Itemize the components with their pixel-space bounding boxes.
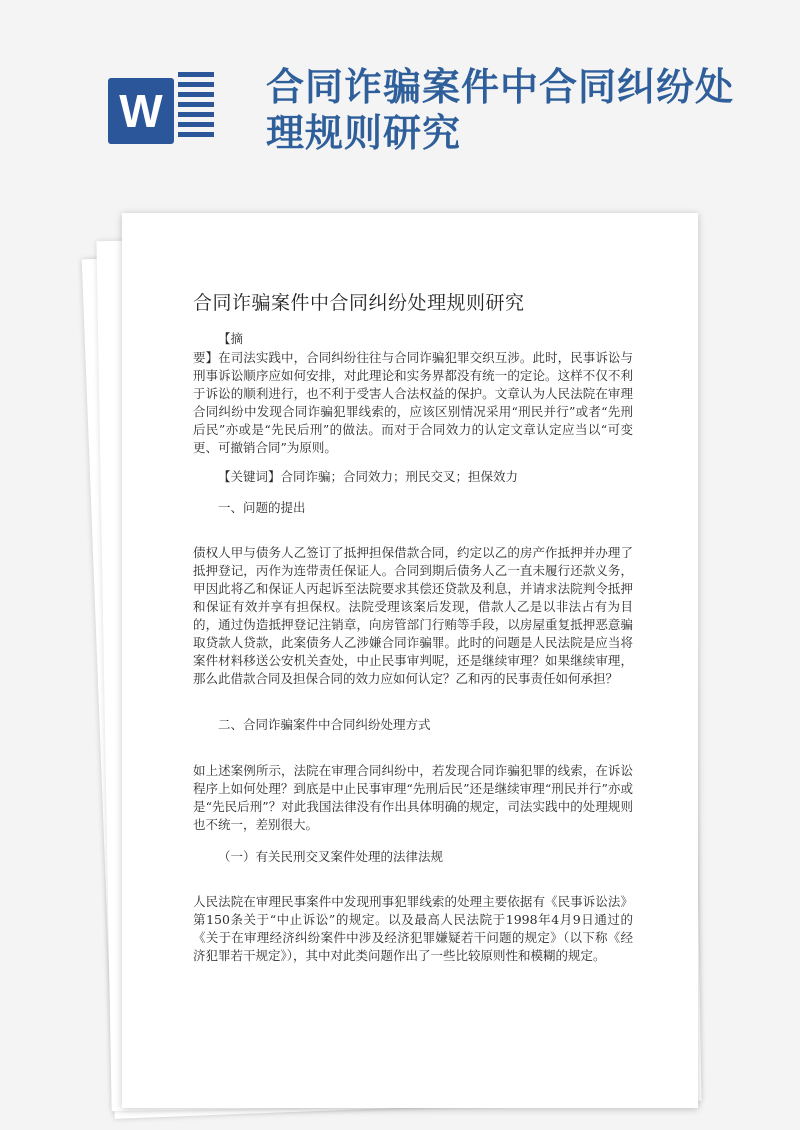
word-document-icon (108, 70, 218, 152)
subsection-heading-1: （一）有关民刑交叉案件处理的法律法规 (218, 849, 444, 864)
subsection-1-paragraph: 人民法院在审理民事案件中发现刑事犯罪线索的处理主要依据有《民事诉讼法》第150条关于“中止诉讼”的规定。以及最高人民法院于1998年4月9日通过的《关于在审理经济纠纷案件中涉及经济犯罪嫌疑若干问题的规定》（以下称《经济犯罪若干规定》），其中对此类问题作出了一些比较原则性和模糊的规定。 (193, 894, 633, 963)
keywords-line: 【关键词】合同诈骗；合同效力；刑民交叉；担保效力 (218, 469, 519, 484)
word-logo-letter: W (108, 78, 174, 144)
word-logo-lines (172, 72, 214, 150)
abstract-paragraph: 要】在司法实践中，合同纠纷往往与合同诈骗犯罪交织互涉。此时，民事诉讼与刑事诉讼顺序应如何安排，对此理论和实务界都没有统一的定论。这样不仅不利于诉讼的顺利进行，也不利于受害人合法权益的保护。文章认为人民法院在审理合同纠纷中发现合同诈骗犯罪线索的，应该区别情况采用“刑民并行”或者“先刑后民”亦或是“先民后刑”的做法。而对于合同效力的认定文章认定应当以“可变更、可撤销合同”为原则。 (193, 350, 633, 455)
document-title: 合同诈骗案件中合同纠纷处理规则研究 (193, 292, 525, 314)
section-1-paragraph: 债权人甲与债务人乙签订了抵押担保借款合同，约定以乙的房产作抵押并办理了抵押登记，丙作为连带责任保证人。合同到期后债务人乙一直未履行还款义务，甲因此将乙和保证人丙起诉至法院要求其偿还贷款及利息，并请求法院判令抵押和保证有效并享有担保权。法院受理该案后发现，借款人乙是以非法占有为目的，通过伪造抵押登记注销章，向房管部门行贿等手段，以房屋重复抵押恶意骗取贷款人贷款，此案债务人乙涉嫌合同诈骗罪。此时的问题是人民法院是应当将案件材料移送公安机关查处，中止民事审判呢，还是继续审理？如果继续审理，那么此借款合同及担保合同的效力应如何认定？乙和丙的民事责任如何承担？ (193, 545, 633, 686)
section-heading-2: 二、合同诈骗案件中合同纠纷处理方式 (218, 717, 431, 732)
header-banner (0, 0, 800, 200)
abstract-label: 【摘 (218, 331, 244, 346)
section-heading-1: 一、问题的提出 (218, 500, 306, 515)
section-2-paragraph: 如上述案例所示，法院在审理合同纠纷中，若发现合同诈骗犯罪的线索，在诉讼程序上如何处理？到底是中止民事审理“先刑后民”还是继续审理“刑民并行”亦或是“先民后刑”？对此我国法律没有作出具体明确的规定，司法实践中的处理规则也不统一，差别很大。 (193, 763, 633, 832)
banner-title: 合同诈骗案件中合同纠纷处理规则研究 (266, 64, 735, 155)
